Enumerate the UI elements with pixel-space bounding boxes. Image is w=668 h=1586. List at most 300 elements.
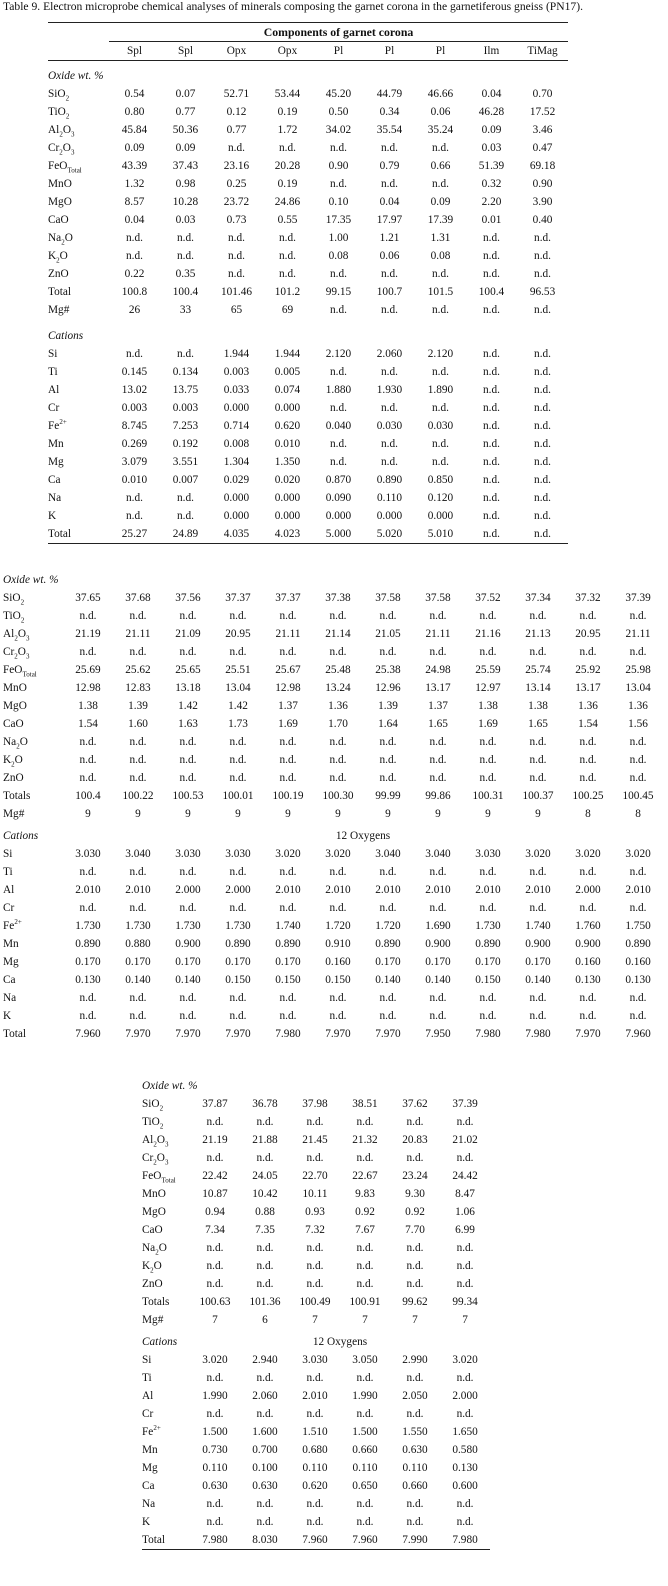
value-cell: 1.06	[455, 1206, 475, 1218]
value-cell: 21.45	[302, 1134, 328, 1146]
value-cell: 0.08	[328, 250, 349, 262]
value-cell: n.d.	[126, 492, 143, 504]
table-row	[3, 989, 663, 1007]
value-cell: 0.630	[202, 1480, 228, 1492]
value-cell: 21.05	[375, 628, 401, 640]
label-text-tail: O	[153, 1260, 162, 1272]
label-text-tail: O	[62, 142, 71, 154]
value-cell: n.d.	[483, 528, 500, 540]
value-cell: n.d.	[356, 1242, 374, 1254]
value-cell: 0.000	[223, 402, 250, 414]
value-cell: 0.35	[175, 268, 196, 280]
value-cell: 0.110	[352, 1462, 378, 1474]
label-text: K	[3, 1010, 12, 1022]
value-cell: 3.040	[375, 848, 401, 860]
value-cell: 0.890	[225, 938, 251, 950]
value-cell: n.d.	[432, 402, 449, 414]
value-cell: n.d.	[79, 902, 97, 914]
value-cell: n.d.	[206, 1116, 224, 1128]
value-cell: n.d.	[534, 304, 551, 316]
table-row	[3, 697, 663, 715]
value-cell: 101.2	[274, 286, 301, 298]
value-cell: 0.630	[252, 1480, 278, 1492]
label-text: Al	[142, 1390, 154, 1402]
label-subscript: 2	[59, 130, 63, 139]
table-row	[3, 953, 663, 971]
table-row	[142, 1495, 490, 1513]
value-cell: 38.51	[352, 1098, 378, 1110]
value-cell: n.d.	[228, 232, 245, 244]
value-cell: n.d.	[529, 992, 547, 1004]
value-cell: n.d.	[306, 1498, 324, 1510]
row-label	[142, 1405, 190, 1423]
value-cell: 0.140	[375, 974, 401, 986]
value-cell: 7.990	[402, 1534, 428, 1546]
value-cell: n.d.	[529, 772, 547, 784]
value-cell: 6.99	[455, 1224, 475, 1236]
value-cell: 37.32	[575, 592, 601, 604]
label-subscript: 2	[16, 742, 20, 751]
value-cell: 23.72	[223, 196, 250, 208]
value-cell: n.d.	[329, 610, 347, 622]
value-cell: n.d.	[534, 232, 551, 244]
value-cell: 101.5	[427, 286, 454, 298]
value-cell: n.d.	[329, 646, 347, 658]
row-label	[3, 989, 63, 1007]
table-row	[3, 607, 663, 625]
value-cell: n.d.	[379, 754, 397, 766]
value-cell: n.d.	[229, 754, 247, 766]
value-cell: n.d.	[79, 646, 97, 658]
value-cell: n.d.	[534, 492, 551, 504]
value-cell: n.d.	[406, 1408, 424, 1420]
value-cell: 100.4	[172, 286, 199, 298]
value-cell: n.d.	[579, 754, 597, 766]
value-cell: n.d.	[629, 1010, 647, 1022]
label-text: Na	[48, 232, 62, 244]
label-text: Mn	[142, 1444, 158, 1456]
value-cell: n.d.	[179, 646, 197, 658]
value-cell: n.d.	[579, 866, 597, 878]
value-cell: n.d.	[306, 1260, 324, 1272]
value-cell: 1.38	[528, 700, 548, 712]
value-cell: n.d.	[177, 250, 194, 262]
value-cell: n.d.	[381, 268, 398, 280]
value-cell: n.d.	[126, 250, 143, 262]
value-cell: n.d.	[306, 1116, 324, 1128]
value-cell: 2.000	[575, 884, 601, 896]
table-row	[3, 845, 663, 863]
label-text: CaO	[3, 718, 24, 730]
value-cell: 99.15	[325, 286, 352, 298]
garnet-table-1	[3, 571, 663, 1043]
value-cell: n.d.	[479, 866, 497, 878]
value-cell: 1.760	[575, 920, 601, 932]
table-row	[142, 1513, 490, 1531]
value-cell: n.d.	[179, 772, 197, 784]
row-label	[142, 1185, 190, 1203]
value-cell: 21.88	[252, 1134, 278, 1146]
row-label	[48, 435, 109, 453]
table-row	[3, 679, 663, 697]
value-cell: n.d.	[406, 1516, 424, 1528]
value-cell: 9	[85, 808, 91, 820]
value-cell: 1.38	[78, 700, 98, 712]
label-subscript: 2	[150, 1266, 154, 1275]
value-cell: 0.003	[223, 366, 250, 378]
label-text: TiO	[142, 1116, 160, 1128]
value-cell: 2.20	[481, 196, 502, 208]
label-text: TiO	[3, 610, 21, 622]
value-cell: n.d.	[529, 610, 547, 622]
label-subscript: 2	[20, 616, 25, 625]
value-cell: 7.970	[375, 1028, 401, 1040]
value-cell: n.d.	[429, 1010, 447, 1022]
table-row	[48, 175, 568, 193]
value-cell: 1.350	[274, 456, 301, 468]
value-cell: 1.990	[202, 1390, 228, 1402]
value-cell: 0.92	[355, 1206, 375, 1218]
column-header: Pl	[333, 45, 344, 57]
table-row	[142, 1459, 490, 1477]
value-cell: 1.72	[277, 124, 298, 136]
value-cell: 7.980	[275, 1028, 301, 1040]
value-cell: n.d.	[129, 646, 147, 658]
value-cell: 2.010	[125, 884, 151, 896]
value-cell: 2.990	[402, 1354, 428, 1366]
value-cell: n.d.	[534, 510, 551, 522]
value-cell: 20.28	[274, 160, 301, 172]
label-text: SiO	[142, 1098, 160, 1110]
value-cell: 0.029	[223, 474, 250, 486]
value-cell: n.d.	[330, 456, 347, 468]
value-cell: 0.003	[172, 402, 199, 414]
value-cell: n.d.	[79, 736, 97, 748]
value-cell: n.d.	[629, 736, 647, 748]
value-cell: 1.42	[178, 700, 198, 712]
label-text: Ca	[3, 974, 16, 986]
value-cell: 3.040	[125, 848, 151, 860]
column-header: Pl	[384, 45, 395, 57]
label-subscript: 2	[159, 1122, 164, 1131]
value-cell: 0.008	[223, 438, 250, 450]
row-label	[142, 1441, 190, 1459]
label-text: Mg#	[3, 808, 25, 820]
value-cell: 0.25	[226, 178, 247, 190]
label-text-tail: O	[156, 1152, 165, 1164]
value-cell: n.d.	[256, 1116, 274, 1128]
value-cell: 25.62	[125, 664, 151, 676]
value-cell: n.d.	[381, 178, 398, 190]
value-cell: 4.035	[223, 528, 250, 540]
value-cell: 0.54	[124, 88, 145, 100]
value-cell: n.d.	[534, 268, 551, 280]
column-header: Spl	[177, 45, 194, 57]
row-label	[48, 363, 109, 381]
value-cell: 1.42	[228, 700, 248, 712]
label-text-tail: O	[14, 754, 23, 766]
value-cell: 8.47	[455, 1188, 475, 1200]
value-cell: n.d.	[432, 438, 449, 450]
value-cell: n.d.	[79, 992, 97, 1004]
value-cell: n.d.	[177, 492, 194, 504]
value-cell: 1.69	[278, 718, 298, 730]
table-row	[142, 1531, 490, 1550]
row-label	[48, 507, 109, 525]
value-cell: 69	[281, 304, 294, 316]
table-row	[142, 1387, 490, 1405]
value-cell: n.d.	[529, 866, 547, 878]
row-label	[142, 1221, 190, 1239]
value-cell: 1.38	[478, 700, 498, 712]
value-cell: 0.170	[525, 956, 551, 968]
value-cell: 25.69	[75, 664, 101, 676]
value-cell: n.d.	[330, 304, 347, 316]
value-cell: 17.35	[325, 214, 352, 226]
value-cell: 0.150	[275, 974, 301, 986]
value-cell: n.d.	[479, 754, 497, 766]
table-row	[142, 1369, 490, 1387]
value-cell: 0.79	[379, 160, 400, 172]
label-text: Totals	[142, 1296, 170, 1308]
value-cell: n.d.	[456, 1372, 474, 1384]
value-cell: 0.130	[575, 974, 601, 986]
value-cell: 7.980	[525, 1028, 551, 1040]
label-text: Total	[3, 1028, 27, 1040]
value-cell: n.d.	[479, 902, 497, 914]
value-cell: 3.551	[172, 456, 199, 468]
value-cell: 0.70	[532, 88, 553, 100]
value-cell: 10.11	[302, 1188, 328, 1200]
section-row	[3, 571, 663, 589]
row-label	[3, 953, 63, 971]
row-label	[48, 345, 109, 363]
value-cell: n.d.	[406, 1152, 424, 1164]
column-header: Pl	[435, 45, 446, 57]
label-text: Na	[142, 1242, 156, 1254]
value-cell: n.d.	[126, 510, 143, 522]
value-cell: n.d.	[356, 1116, 374, 1128]
row-label	[142, 1351, 190, 1369]
label-text: ZnO	[48, 268, 69, 280]
value-cell: n.d.	[483, 304, 500, 316]
value-cell: 46.66	[427, 88, 454, 100]
section-row	[142, 1077, 490, 1095]
value-cell: 0.04	[481, 88, 502, 100]
value-cell: n.d.	[429, 754, 447, 766]
value-cell: n.d.	[126, 232, 143, 244]
value-cell: 0.074	[274, 384, 301, 396]
value-cell: 100.22	[122, 790, 154, 802]
value-cell: n.d.	[629, 992, 647, 1004]
value-cell: 0.134	[172, 366, 199, 378]
table-row	[142, 1423, 490, 1441]
value-cell: 1.69	[478, 718, 498, 730]
row-label	[48, 175, 109, 193]
value-cell: 3.020	[575, 848, 601, 860]
value-cell: n.d.	[79, 754, 97, 766]
label-text: Total	[142, 1534, 166, 1546]
value-cell: 0.680	[302, 1444, 328, 1456]
value-cell: 0.890	[275, 938, 301, 950]
value-cell: n.d.	[406, 1278, 424, 1290]
value-cell: 13.18	[175, 682, 201, 694]
value-cell: 13.17	[425, 682, 451, 694]
value-cell: n.d.	[456, 1278, 474, 1290]
value-cell: 13.14	[525, 682, 551, 694]
table-row	[142, 1405, 490, 1423]
value-cell: 0.12	[226, 106, 247, 118]
value-cell: n.d.	[129, 772, 147, 784]
value-cell: 21.11	[125, 628, 151, 640]
value-cell: n.d.	[529, 754, 547, 766]
value-cell: 21.09	[175, 628, 201, 640]
label-subscript: 2	[153, 1158, 157, 1167]
value-cell: 0.140	[175, 974, 201, 986]
section-title: Cations	[142, 1336, 178, 1348]
value-cell: 0.88	[255, 1206, 275, 1218]
value-cell: n.d.	[379, 772, 397, 784]
value-cell: 1.750	[625, 920, 651, 932]
value-cell: 0.170	[375, 956, 401, 968]
value-cell: n.d.	[579, 646, 597, 658]
row-label	[48, 139, 109, 157]
value-cell: 0.130	[75, 974, 101, 986]
value-cell: 33	[179, 304, 192, 316]
table-row	[3, 805, 663, 823]
value-cell: 7.980	[452, 1534, 478, 1546]
value-cell: 5.010	[427, 528, 454, 540]
value-cell: 3.030	[475, 848, 501, 860]
value-cell: 2.050	[402, 1390, 428, 1402]
row-label	[3, 589, 63, 607]
value-cell: n.d.	[179, 902, 197, 914]
value-cell: 37.39	[625, 592, 651, 604]
value-cell: 52.71	[223, 88, 250, 100]
value-cell: 12.98	[75, 682, 101, 694]
label-text: Mg	[3, 956, 19, 968]
value-cell: 0.50	[328, 106, 349, 118]
value-cell: 0.90	[532, 178, 553, 190]
value-cell: 1.00	[328, 232, 349, 244]
row-label	[48, 229, 109, 247]
value-cell: 10.42	[252, 1188, 278, 1200]
value-cell: 96.53	[529, 286, 556, 298]
value-cell: n.d.	[279, 646, 297, 658]
row-label	[3, 787, 63, 805]
value-cell: 51.39	[478, 160, 505, 172]
value-cell: n.d.	[479, 772, 497, 784]
value-cell: 0.19	[277, 178, 298, 190]
label-text: Mg	[142, 1462, 158, 1474]
value-cell: 21.19	[202, 1134, 228, 1146]
value-cell: 3.040	[425, 848, 451, 860]
row-label	[48, 193, 109, 211]
label-text: TiO	[48, 106, 66, 118]
value-cell: 9	[285, 808, 291, 820]
value-cell: 7.70	[405, 1224, 425, 1236]
table-row	[48, 103, 568, 121]
value-cell: 1.63	[178, 718, 198, 730]
value-cell: 2.010	[525, 884, 551, 896]
value-cell: n.d.	[229, 610, 247, 622]
label-text: Al	[48, 124, 60, 136]
value-cell: n.d.	[429, 866, 447, 878]
value-cell: 2.000	[452, 1390, 478, 1402]
value-cell: n.d.	[256, 1260, 274, 1272]
value-cell: 7	[312, 1314, 318, 1326]
value-cell: n.d.	[406, 1372, 424, 1384]
value-cell: 0.650	[352, 1480, 378, 1492]
value-cell: 0.580	[452, 1444, 478, 1456]
table-row	[3, 899, 663, 917]
value-cell: 9	[385, 808, 391, 820]
label-text-tail: O	[158, 1242, 167, 1254]
section-row	[48, 327, 568, 345]
value-cell: 0.000	[223, 510, 250, 522]
value-cell: 1.56	[628, 718, 648, 730]
value-cell: 0.030	[376, 420, 403, 432]
row-label	[142, 1149, 190, 1167]
value-cell: 45.84	[121, 124, 148, 136]
value-cell: n.d.	[456, 1498, 474, 1510]
row-label	[142, 1369, 190, 1387]
value-cell: 0.910	[325, 938, 351, 950]
value-cell: n.d.	[279, 232, 296, 244]
value-cell: n.d.	[483, 348, 500, 360]
label-text: Na	[3, 992, 17, 1004]
value-cell: 21.13	[525, 628, 551, 640]
label-text: FeO	[142, 1170, 162, 1182]
value-cell: 4.023	[274, 528, 301, 540]
value-cell: 99.34	[452, 1296, 478, 1308]
value-cell: 0.130	[625, 974, 651, 986]
row-label	[142, 1531, 190, 1550]
value-cell: 2.000	[225, 884, 251, 896]
value-cell: n.d.	[330, 268, 347, 280]
value-cell: n.d.	[206, 1372, 224, 1384]
table-row	[48, 453, 568, 471]
value-cell: 1.54	[578, 718, 598, 730]
value-cell: n.d.	[329, 992, 347, 1004]
label-text-tail: O	[17, 646, 26, 658]
value-cell: 99.86	[425, 790, 451, 802]
value-cell: n.d.	[629, 610, 647, 622]
label-subscript: 2	[14, 634, 18, 643]
value-cell: n.d.	[629, 772, 647, 784]
value-cell: 1.32	[124, 178, 145, 190]
value-cell: n.d.	[206, 1498, 224, 1510]
value-cell: 7.34	[205, 1224, 225, 1236]
value-cell: 0.77	[175, 106, 196, 118]
label-text: MgO	[142, 1206, 166, 1218]
value-cell: 69.18	[529, 160, 556, 172]
value-cell: 3.030	[225, 848, 251, 860]
value-cell: 7.960	[352, 1534, 378, 1546]
value-cell: n.d.	[306, 1516, 324, 1528]
value-cell: 5.020	[376, 528, 403, 540]
value-cell: n.d.	[129, 736, 147, 748]
value-cell: 1.740	[275, 920, 301, 932]
value-cell: 2.010	[302, 1390, 328, 1402]
value-cell: n.d.	[177, 348, 194, 360]
value-cell: n.d.	[279, 866, 297, 878]
label-superscript: 2+	[153, 1424, 161, 1433]
value-cell: n.d.	[534, 366, 551, 378]
table-row	[48, 121, 568, 139]
table-row	[48, 229, 568, 247]
table-caption: Table 9. Electron microprobe chemical analyses of minerals composing the garnet corona in the garnetiferous gneiss (PN17).	[3, 0, 583, 13]
